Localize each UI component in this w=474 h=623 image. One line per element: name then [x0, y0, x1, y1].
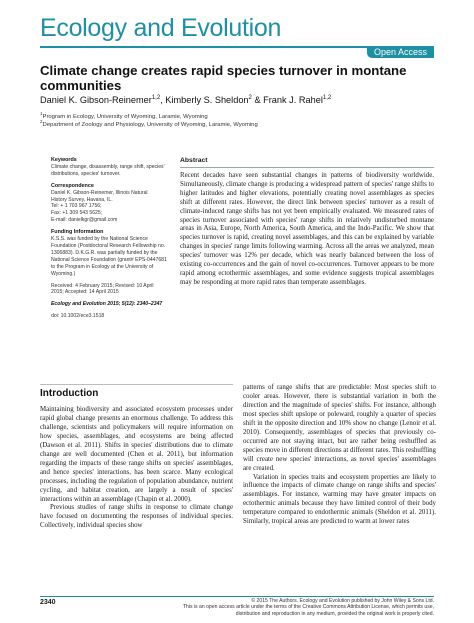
body-column-right [243, 384, 436, 527]
affiliation-number: 2 [40, 119, 43, 124]
license-line: This is an open access article under the terms of the Creative Commons Attribution License, which permits use, [182, 604, 434, 611]
abstract-section [180, 157, 434, 288]
license-line: © 2015 The Authors. Ecology and Evolution published by John Wiley & Sons Ltd. [251, 598, 434, 604]
body-column-left [40, 406, 233, 531]
doi-link[interactable]: doi: 10.1002/ece3.1518 [51, 313, 105, 320]
intro-rule [40, 384, 233, 385]
author-affiliation-mark: 2 [248, 95, 252, 101]
funding-heading: Funding Information [51, 229, 104, 236]
correspondence-line: Daniel K. Gibson-Reinemer, Illinois Natural [51, 189, 148, 196]
author-separator: , [160, 95, 166, 106]
affiliation-number: 1 [40, 111, 43, 116]
keywords-text: Climate change, disassembly, range shift, species' distributions, species' turnover. [51, 163, 165, 177]
body-paragraph: Maintaining biodiversity and associated ecosystem processes under rapid global change presents an enormous challenge. To address this challenge, scientists and policymakers will require information on how species, assemblages, and ecosystems are being affected (Dawson et al. 2011). Shifts in species' distributions due to climate change are well documented (Chen et al. 2011), but information regarding the impacts of these range shifts on species' assemblages, and hence species' interactions, has been scarce. Many ecological processes, including the regulation of population abundance, nutrient cycling, and habitat creation, are largely a result of species' interactions within an assemblage (Chapin et al. 2000). [40, 406, 233, 503]
funding-text: K.S.S. was funded by the National Science Foundation (Postdoctoral Research Fellowship no. 1306883). D.K.G.R. was partially funded by the National Science Foundation (grant# EPS-0447681 to the Program in Ecology at the University of Wyoming.) [51, 236, 167, 277]
author-list [40, 95, 331, 105]
correspondence-line: Tel: + 1 703 967 1756; [51, 203, 102, 210]
body-paragraph: Previous studies of range shifts in response to climate change have focused on documenting the responses of individual species. Collectively, individual species show [40, 504, 233, 530]
intro-heading: Introduction [40, 388, 99, 399]
affiliation-text: Department of Zoology and Physiology, University of Wyoming, Laramie, Wyoming [42, 121, 258, 128]
author-name: Daniel K. Gibson-Reinemer [40, 95, 152, 106]
affiliation-text: Program in Ecology, University of Wyoming, Laramie, Wyoming [42, 113, 208, 120]
journal-reference: Ecology and Evolution 2015; 5(12): 2340–2347 [51, 301, 163, 308]
open-access-badge: Open Access [367, 46, 434, 58]
author-name: Frank J. Rahel [263, 95, 323, 106]
author-separator: & [251, 95, 264, 106]
correspondence-line: Fax: +1 309 543 5625; [51, 210, 103, 217]
author-affiliation-mark: 1,2 [322, 95, 332, 101]
article-metadata [51, 157, 167, 325]
page-number: 2340 [40, 599, 56, 606]
journal-title: Ecology and Evolution [40, 14, 282, 42]
body-paragraph: Variation in species traits and ecosystem properties are likely to influence the impacts of climate change on range shifts and species' assemblages. For instance, warming may have greater impacts on ectothermic animals because they have limited control of their body temperature compared to endothermic animals (Sheldon et al. 2011). Similarly, tropical areas are predicted to warm at lower rates [243, 473, 436, 526]
abstract-rule [180, 167, 434, 168]
abstract-text: Recent decades have seen substantial changes in patterns of biodiversity worldwide. Simultaneously, climate change is producing a widespread pattern of species' range shifts to higher latitudes and higher elevations, potentially creating novel assemblages as species shift at different rates. However, the direct link between species' turnover as a result of climate-induced range shifts has not yet been empirically evaluated. We measured rates of species turnover associated with species' range shifts in relatively undisturbed montane areas in Asia, Europe, North America, South America, and the Indo-Pacific. We show that species turnover is rapid, creating novel assemblages, and this can be explained by variable changes in species' range limits following warming. Across all the areas we analyzed, mean species' turnover was 12% per decade, which was nearly balanced between the loss of existing co-occurrences and the gain of novel co-occurrences. Turnover appears to be more rapid among ectothermic assemblages, and some evidence suggests tropical assemblages may be responding at more rapid rates than temperate assemblages. [180, 172, 434, 286]
article-title: Climate change creates rapid species turnover in montane communities [40, 63, 407, 93]
correspondence-heading: Correspondence [51, 182, 94, 189]
author-name: Kimberly S. Sheldon [165, 95, 249, 106]
footer-rule [40, 596, 434, 597]
license-text [110, 598, 434, 617]
license-line: distribution and reproduction in any medium, provided the original work is properly cited. [235, 610, 434, 617]
dates-text: Received: 4 February 2015; Revised: 10 April 2015; Accepted: 14 April 2015 [51, 282, 154, 296]
abstract-heading: Abstract [180, 157, 208, 164]
body-paragraph: patterns of range shifts that are predictable: Most species shift to cooler areas. However, there is substantial variation in both the direction and the magnitude of species' shifts. For instance, although most species shift upslope or poleward, roughly a quarter of species shift in the opposite direction and 10% show no change (Lenoir et al. 2010). Consequently, assemblages of species that previously co-occurred are not staying intact, but are rather being reshuffled as species move in different directions at different rates. This reshuffling will create new species' interactions, as novel species' assemblages are created. [243, 384, 436, 472]
affiliation-2 [40, 119, 258, 128]
author-affiliation-mark: 1,2 [151, 95, 161, 101]
keywords-heading: Keywords [51, 157, 77, 163]
correspondence-email[interactable]: E-mail: danielkgr@gmail.com [51, 217, 118, 224]
correspondence-line: History Survey, Havana, IL. [51, 196, 113, 203]
